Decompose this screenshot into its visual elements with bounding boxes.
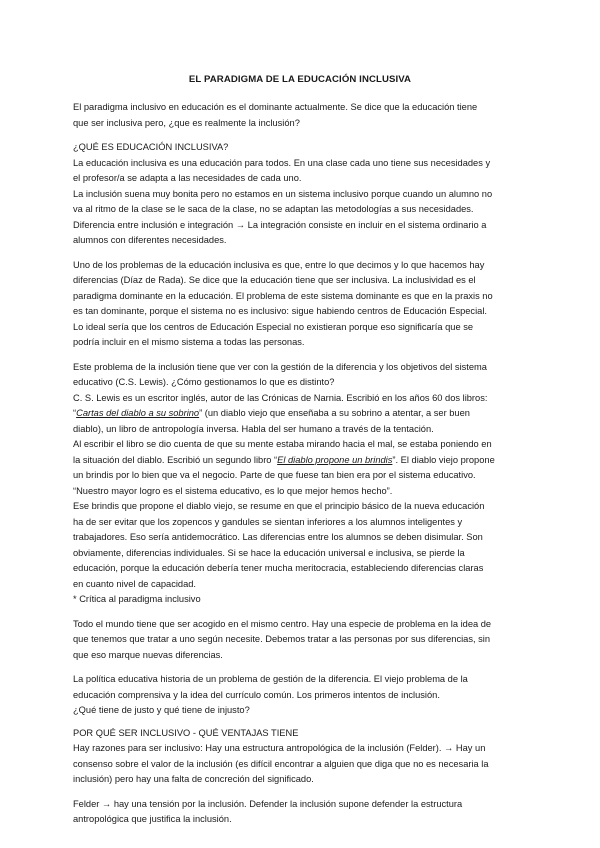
text-line: Este problema de la inclusión tiene que ver con la gestión de la diferencia y los objetivos del sistema [73, 361, 487, 372]
text-line: el profesor/a se adapta a las necesidades de cada uno. [73, 173, 302, 183]
text-line: ¿Qué tiene de justo y qué tiene de injusto? [73, 705, 250, 715]
section-heading: ¿QUÉ ES EDUCACIÓN INCLUSIVA? [73, 142, 229, 152]
text-line [73, 406, 533, 422]
text-line: antropológica que justifica la inclusión. [73, 814, 232, 824]
text-line: que tenemos que tratar a uno según necesite. Debemos tratar a las personas por sus diferencias, sin [73, 634, 491, 644]
text-line: inclusión) pero hay una falta de concreción del significado. [73, 774, 314, 784]
text-line: paradigma dominante en la educación. El problema de este sistema dominante es que en la praxis no [73, 290, 493, 301]
text-line: Uno de los problemas de la educación inclusiva es que, entre lo que decimos y lo que hacemos hay [73, 259, 485, 270]
text-fragment: ”. El diablo viejo propone [392, 454, 495, 465]
text-line: alumnos con diferentes necesidades. [73, 235, 227, 245]
text-line: Diferencia entre inclusión e integración → La integración consiste en incluir en el sistema ordinario a [73, 219, 487, 230]
text-line: que ser inclusiva pero, ¿que es realmente la inclusión? [73, 117, 300, 128]
text-line: La política educativa historia de un problema de gestión de la diferencia. El viejo problema de la [73, 674, 468, 684]
text-line: consenso sobre el valor de la inclusión (es difícil encontrar a alguien que diga que no es necesaria la [73, 758, 489, 769]
text-line: Felder → hay una tensión por la inclusión. Defender la inclusión supone defender la estructura [73, 798, 463, 809]
text-line: C. S. Lewis es un escritor inglés, autor de las Crónicas de Narnia. Escribió en los años 60 dos libros: [73, 392, 488, 403]
text-line: Hay razones para ser inclusivo: Hay una estructura antropológica de la inclusión (Felder). → Hay un [73, 743, 486, 753]
text-fragment: la situación del diablo. Escribió un segundo libro “ [73, 454, 278, 465]
document-title: EL PARADIGMA DE LA EDUCACIÓN INCLUSIVA [188, 74, 412, 85]
text-line: “Nuestro mayor logro es el sistema educativo, es lo que mejor hemos hecho”. [73, 485, 393, 496]
section-why-inclusive [73, 726, 533, 788]
text-line: Todo el mundo tiene que ser acogido en el mismo centro. Hay una especie de problema en la idea de [73, 618, 492, 629]
text-line: en cuanto nivel de capacidad. [73, 578, 197, 589]
paragraph-policy [73, 672, 533, 719]
text-line: Al escribir el libro se dio cuenta de que su mente estaba mirando hacia el mal, se estaba poniendo en [73, 439, 492, 449]
text-line: Ese brindis que propone el diablo viejo, se resume en que el principio básico de la nueva educación [73, 501, 485, 511]
text-fragment: “ [73, 408, 77, 418]
text-line: podría incluir en el mismo sistema a todas las personas. [73, 337, 305, 347]
paragraph-problems [73, 258, 533, 351]
book-title-link: Cartas del diablo a su sobrino [76, 408, 200, 418]
text-line: La inclusión suena muy bonita pero no estamos en un sistema inclusivo porque cuando un alumno no [73, 188, 493, 199]
text-line: El paradigma inclusivo en educación es el dominante actualmente. Se dice que la educación tiene [73, 102, 478, 112]
text-line: La educación inclusiva es una educación para todos. En una clase cada uno tiene sus necesidades y [73, 157, 491, 168]
section-what-is-inclusive [73, 140, 533, 249]
paragraph-everyone [73, 617, 533, 664]
section-heading: POR QUÉ SER INCLUSIVO - QUÉ VENTAJAS TIENE [73, 727, 299, 738]
text-line [73, 453, 533, 469]
footnote-line: * Crítica al paradigma inclusivo [73, 594, 201, 604]
text-line: educación comprensiva y la idea del currículo común. Los primeros intentos de inclusión. [73, 689, 440, 700]
document-body [73, 100, 533, 828]
text-line: ha de ser evitar que los zopencos y gandules se sientan inferiores a los alumnos inteligentes y [73, 516, 463, 527]
text-line: diferencias (Díaz de Rada). Se dice que la educación tiene que ser inclusiva. La inclusividad es el [73, 275, 476, 285]
text-line: Lo ideal sería que los centros de Educación Especial no existieran porque eso significaría que se [73, 321, 474, 332]
intro-paragraph [73, 100, 533, 131]
text-line: obviamente, diferencias individuales. Si se hace la educación universal e inclusiva, se pierde la [73, 547, 465, 558]
text-fragment: ” (un diablo viejo que enseñaba a su sobrino a atentar, a ser buen [199, 408, 470, 418]
text-line: un brindis por lo bien que va el negocio. Parte de que fuese tan bien era por el sistema educativo. [73, 470, 476, 480]
book-title-link: El diablo propone un brindis [277, 454, 393, 465]
paragraph-felder [73, 797, 533, 828]
text-line: que eso marque nuevas diferencias. [73, 649, 223, 660]
text-line: diablo), un libro de antropología inversa. Habla del ser humano a través de la tentación. [73, 423, 434, 434]
text-line: es tan dominante, porque el sistema no es inclusivo: sigue habiendo centros de Educación Especial. [73, 306, 487, 316]
text-line: educativo (C.S. Lewis). ¿Cómo gestionamos lo que es distinto? [73, 377, 335, 387]
text-line: va al ritmo de la clase se le saca de la clase, no se adaptan las metodologías a sus necesidades. [73, 204, 474, 214]
text-line: trabajadores. Eso sería antidemocrático. Las diferencias entre los alumnos se deben disimular. Son [73, 532, 483, 542]
text-line: educación, porque la educación debería tener mucha meritocracia, estableciendo diferencias claras [73, 563, 484, 573]
paragraph-lewis [73, 360, 533, 608]
